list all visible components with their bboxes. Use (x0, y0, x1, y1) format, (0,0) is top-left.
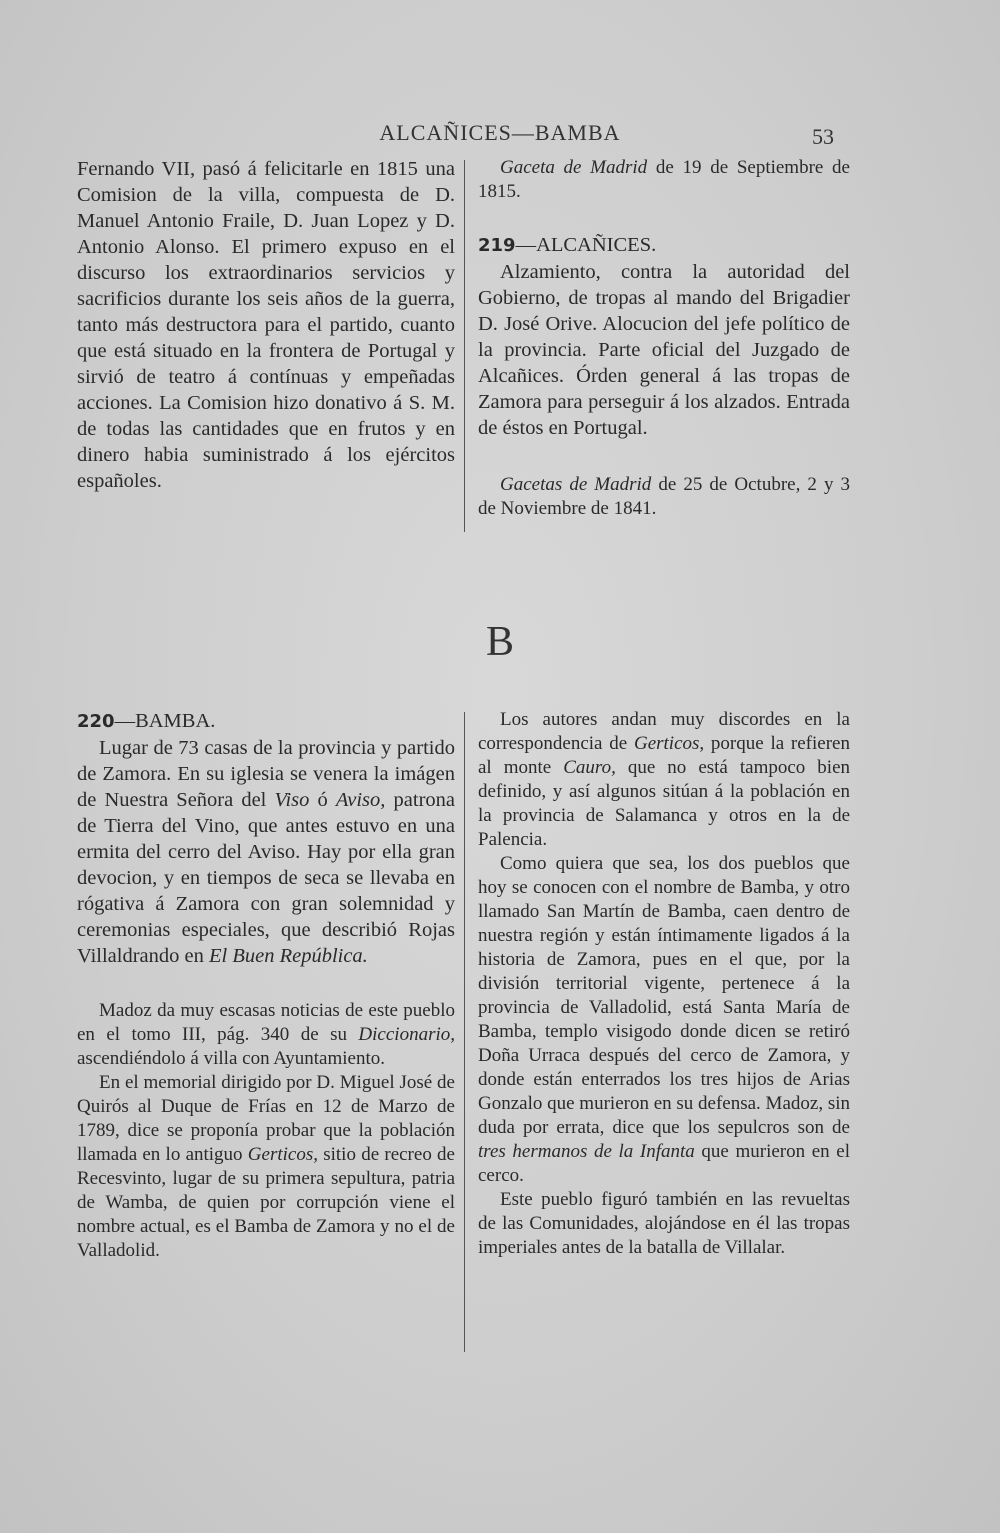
column-divider-bottom (464, 712, 465, 1352)
column-divider-top (464, 160, 465, 532)
text-run-italic: Aviso, (335, 789, 386, 811)
bottom-right-column (478, 708, 850, 1260)
citation-2-detail: de 25 de Octubre, 2 y 3 de Noviembre de 1841. (478, 474, 850, 519)
continuation-paragraph: Fernando VII, pasó á felicitarle en 1815 una Comision de la villa, compuesta de D. Manuel Antonio Fraile, D. Juan Lopez y D. Antonio Alonso. El primero expuso en el discurso los extraordinarios servicios y sacrificios durante los seis años de la guerra, tanto más destructora para el partido, cuanto que está situado en la frontera de Portugal y sirvió de teatro á contínuas y empeñadas acciones. La Comision hizo donativo á S. M. de todas las cantidades que en frutos y en dinero habia suministrado á los ejércitos españoles. (77, 158, 455, 492)
top-right-column (478, 156, 850, 521)
text-run: Los autores andan muy discordes en la correspondencia de (478, 709, 850, 754)
text-run: Lugar de 73 casas de la provincia y partido de Zamora. En su iglesia se venera la imágen de Nuestra Señora del (77, 737, 455, 811)
text-run: Como quiera que sea, los dos pueblos que hoy se conocen con el nombre de Bamba, y otro llamado San Martín de Bamba, caen dentro de nuestra región y están íntimamente ligados á la historia de Zamora, pues en el que, por la división territorial vigente, pertenece á la provincia de Valladolid, está Santa María de Bamba, templo visigodo donde dicen se retiró Doña Urraca después del cerco de Zamora, y donde están enterrados los tres hijos de Arias Gonzalo que murieron en su defensa. Madoz, sin duda por errata, dice que los sepulcros son de (478, 853, 850, 1138)
running-head: ALCAÑICES—BAMBA (379, 120, 621, 145)
text-run: En el memorial dirigido por D. Miguel José de Quirós al Duque de Frías en 12 de Marzo de 1789, dice se proponía probar que la población llamada en lo antiguo (77, 1072, 455, 1165)
text-run: ascendiéndolo á villa con Ayuntamiento. (77, 1048, 385, 1069)
entry-220-number: 220 (77, 711, 115, 732)
text-run: que no está tampoco bien definido, y así algunos sitúan á la población en la provincia de Salamanca y otros en la de Palencia. (478, 757, 851, 850)
entry-219-number: 219 (478, 235, 516, 256)
citation-2-title: Gacetas de Madrid (500, 474, 652, 495)
text-run-italic: Cauro, (563, 757, 616, 778)
text-run: Madoz da muy escasas noticias de este pueblo en el tomo III, pág. 340 de su (77, 1000, 455, 1045)
bamba-paragraph-1 (478, 708, 850, 852)
text-run-italic: Diccionario, (358, 1024, 455, 1045)
text-run: que murieron en el cerco. (478, 1141, 850, 1186)
entry-220-paragraph-3 (77, 1071, 455, 1263)
bottom-left-column (77, 708, 455, 1263)
entry-220-paragraph-1 (77, 735, 455, 969)
entry-220-title: —BAMBA. (114, 710, 216, 732)
bamba-paragraph-3: Este pueblo figuró también en las revueltas de las Comunidades, alojándose en él las tropas imperiales antes de la batalla de Villalar. (478, 1189, 850, 1258)
entry-219-heading (478, 232, 850, 259)
source-citation-2 (478, 473, 850, 521)
text-run-italic: Viso (274, 789, 310, 811)
citation-1-detail: de 19 de Septiembre de 1815. (478, 157, 850, 202)
bamba-paragraph-2 (478, 852, 850, 1188)
page-number: 53 (812, 124, 834, 149)
source-citation-1 (478, 156, 850, 204)
text-run: patrona de Tierra del Vino, que antes estuvo en una ermita del cerro del Aviso. Hay por ella gran devocion, y en tiempos de seca se llevaba en rógativa á Zamora con gran solemnidad y ceremonias especiales, que describió Rojas Villaldrando en (77, 789, 455, 967)
text-run: sitio de recreo de Recesvinto, lugar de su primera sepultura, patria de Wamba, de quien por corrupción viene el nombre actual, es el Bamba de Zamora y no el de Valladolid. (77, 1144, 455, 1261)
section-letter: B (485, 619, 514, 665)
entry-220-heading (77, 708, 455, 735)
entry-219-text: Alzamiento, contra la autoridad del Gobierno, de tropas al mando del Brigadier D. José Orive. Alocucion del jefe político de la provincia. Parte oficial del Juzgado de Alcañices. Órden general á las tropas de Zamora para perseguir á los alzados. Entrada de éstos en Portugal. (478, 261, 850, 439)
citation-1-title: Gaceta de Madrid (500, 157, 648, 178)
book-title: El Buen República. (208, 945, 368, 967)
top-left-column (77, 156, 455, 494)
text-run-italic: Gerticos, (633, 733, 705, 754)
entry-219-title: —ALCAÑICES. (515, 234, 657, 256)
entry-220-paragraph-2 (77, 999, 455, 1071)
text-run-italic: Gerticos, (247, 1144, 318, 1165)
text-run-italic: tres hermanos de la Infanta (478, 1141, 695, 1162)
text-run: ó (309, 789, 336, 811)
text-run: porque la refieren al monte (478, 733, 850, 778)
